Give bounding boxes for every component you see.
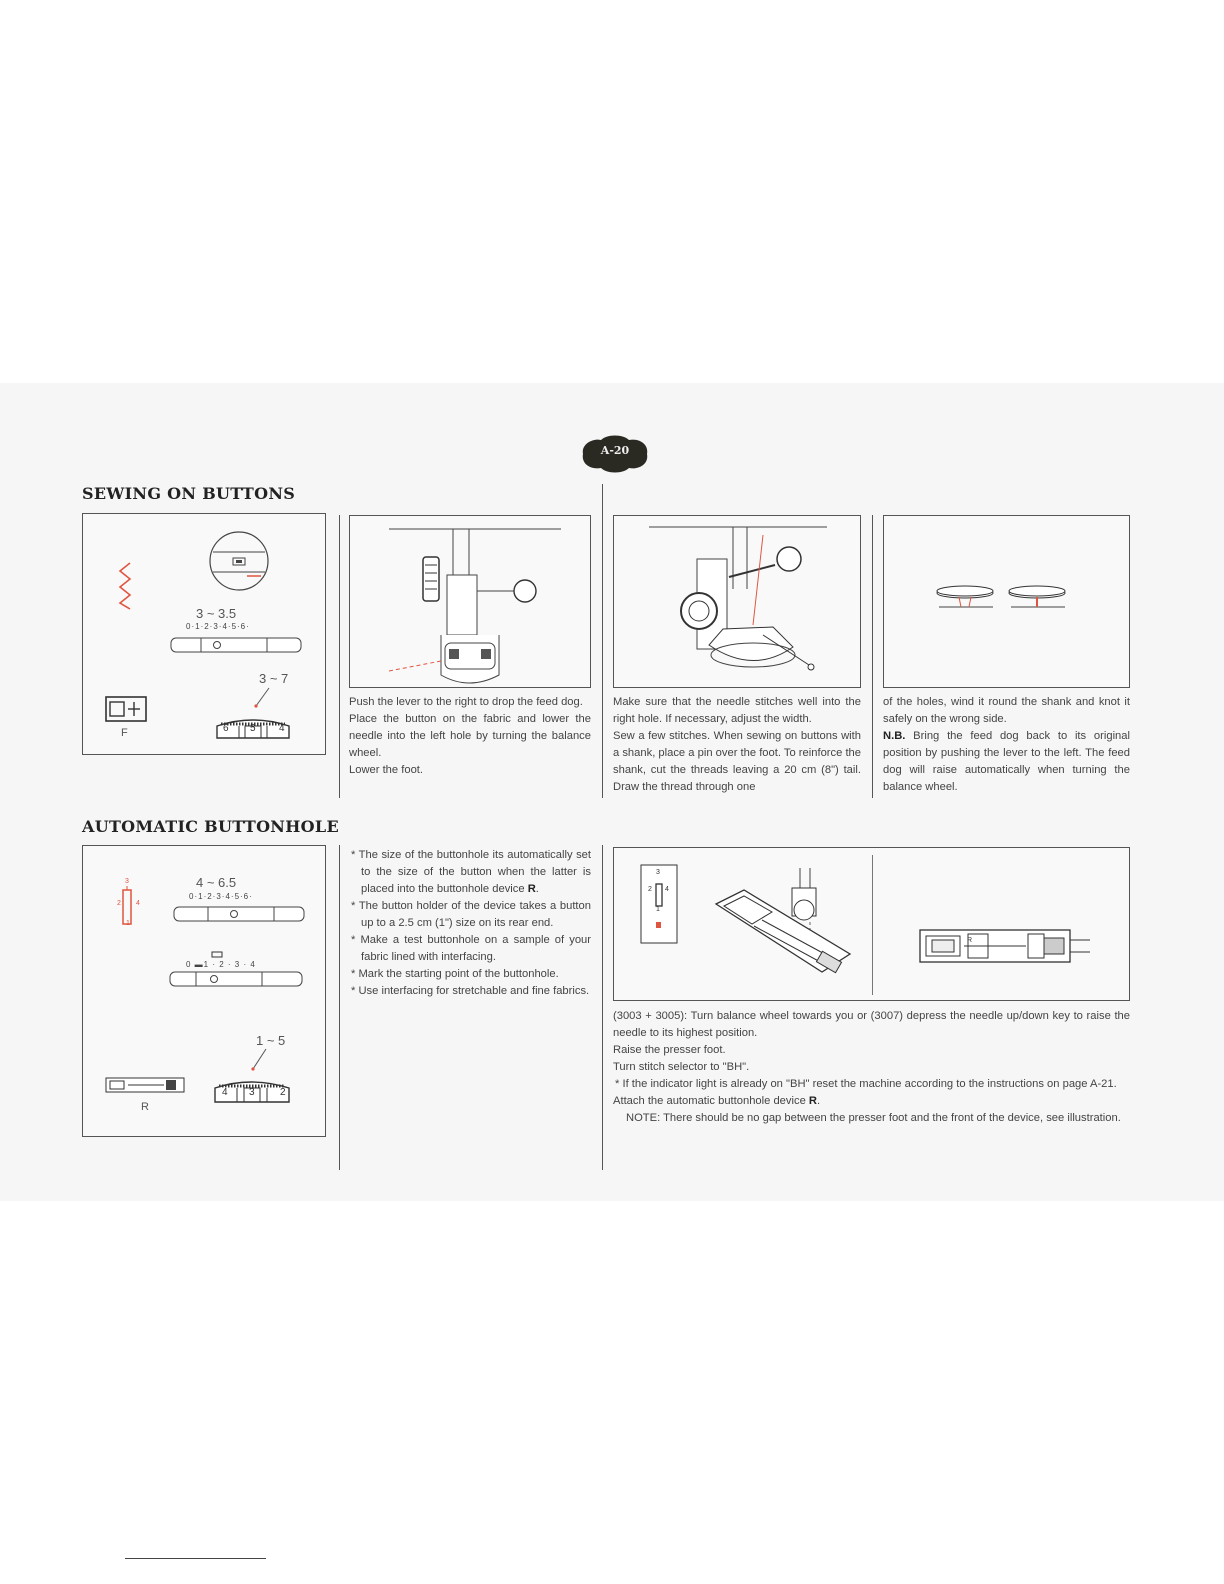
buttonhole-width-slider-icon — [174, 905, 306, 923]
bullet-item: * Make a test buttonhole on a sample of your fabric lined with interfacing. — [351, 934, 591, 963]
buttonhole-second-scale: 0 ▬1 · 2 · 3 · 4 — [186, 960, 256, 969]
instructions-col2 — [613, 694, 861, 796]
needle-over-button-illustration — [613, 515, 861, 688]
column-divider — [339, 515, 340, 798]
figure-number: 1 — [656, 906, 660, 913]
figure-divider — [872, 855, 873, 995]
stitch-number: 4 — [136, 900, 140, 907]
stitch-width-range: 3 ~ 3.5 — [196, 606, 237, 621]
figure-number: 3 — [656, 869, 660, 876]
figure-number: 2 — [648, 886, 652, 893]
figure-number: 4 — [665, 886, 669, 893]
attach-end: . — [817, 1095, 821, 1107]
stitch-width-scale: 0·1·2·3·4·5·6· — [186, 622, 250, 631]
presser-foot-with-button-illustration — [349, 515, 591, 688]
dial-digit: 3 — [249, 1087, 255, 1098]
nb-label: N.B. — [883, 730, 906, 742]
bullet-item — [349, 847, 591, 898]
stitch-width-slider-icon — [171, 636, 303, 654]
zigzag-stitch-icon — [118, 563, 132, 609]
buttonhole-width-scale: 0·1·2·3·4·5·6· — [189, 892, 253, 901]
buttonhole-device-r-illustration — [918, 922, 1094, 972]
bullet-item: * The button holder of the device takes a button up to a 2.5 cm (1") size on its rear end. — [351, 900, 591, 929]
pointer-line — [252, 686, 272, 710]
bullet-end: . — [535, 883, 539, 895]
bullet-text: * The size of the buttonhole its automatically set to the size of the button when the latter is placed into the buttonhole device — [351, 849, 591, 895]
column-divider — [602, 484, 603, 798]
dial-digit: 6 — [223, 723, 229, 734]
text-line: Make sure that the needle stitches well into the right hole. If necessary, adjust the width. — [613, 696, 861, 725]
foot-letter-r: R — [141, 1101, 149, 1113]
bullet-bold: R — [527, 883, 536, 895]
text-line: Sew a few stitches. When sewing on buttons with a shank, place a pin over the foot. To reinforce the shank, cut the threads leaving a 20 cm (8") tail. Draw the thread through one — [613, 730, 861, 793]
nb-paragraph — [883, 728, 1130, 796]
note-text: NOTE: There should be no gap between the presser foot and the front of the device, see illustration. — [626, 1112, 1121, 1124]
column-divider — [872, 515, 873, 798]
presser-foot-f-icon — [104, 695, 152, 725]
section-title-buttonhole: AUTOMATIC BUTTONHOLE — [82, 817, 339, 836]
text-line: Place the button on the fabric and lower the needle into the left hole by turning the balance wheel. — [349, 713, 591, 759]
buttonhole-width-range: 4 ~ 6.5 — [196, 875, 237, 890]
text-line: Turn stitch selector to "BH". — [613, 1061, 750, 1073]
button-shank-illustration — [883, 515, 1130, 688]
dial-digit: 4 — [222, 1087, 228, 1098]
instructions-col1 — [349, 694, 591, 779]
column-divider — [339, 845, 340, 1170]
text-line: Lower the foot. — [349, 764, 424, 776]
buttonhole-selector-icon — [640, 864, 680, 944]
nb-text: Bring the feed dog back to its original position by pushing the lever to the left. The feed dog will raise automatically when turning the balance wheel. — [883, 730, 1130, 793]
text-line: Raise the presser foot. — [613, 1044, 726, 1056]
device-letter-r: R — [967, 937, 973, 944]
text-line: * If the indicator light is already on "BH" reset the machine according to the instructions on page A-21. — [615, 1078, 1117, 1090]
buttonhole-foot-attach-illustration — [714, 868, 854, 980]
attach-text: Attach the automatic buttonhole device — [613, 1095, 809, 1107]
dial-digit: 5 — [250, 723, 256, 734]
buttonhole-instructions — [613, 1008, 1130, 1127]
page-number: A-20 — [600, 444, 630, 457]
stitch-number: 3 — [125, 878, 129, 885]
buttonhole-length-range: 1 ~ 5 — [256, 1033, 286, 1048]
column-divider — [602, 845, 603, 1170]
text-line: (3003 + 3005): Turn balance wheel towards you or (3007) depress the needle up/down key to raise the needle to its highest position. — [613, 1010, 1130, 1039]
buttonhole-second-slider-icon — [170, 970, 304, 988]
dial-digit: 2 — [280, 1087, 286, 1098]
instructions-col3 — [883, 694, 1130, 796]
buttonhole-foot-r-icon — [104, 1074, 188, 1096]
bullet-item: * Use interfacing for stretchable and fine fabrics. — [351, 985, 590, 997]
needle-position-magnifier-icon — [207, 530, 271, 592]
text-line: Push the lever to the right to drop the feed dog. — [349, 696, 583, 708]
text-line — [613, 1093, 1130, 1110]
text-line: of the holes, wind it round the shank and knot it safely on the wrong side. — [883, 696, 1130, 725]
dial-digit: 4 — [279, 723, 285, 734]
stitch-length-range: 3 ~ 7 — [259, 671, 289, 686]
attach-bold: R — [808, 1095, 818, 1107]
marker-icon — [212, 951, 224, 958]
bullet-item: * Mark the starting point of the buttonhole. — [351, 968, 559, 980]
buttonhole-notes — [349, 847, 591, 1000]
stitch-number: 1 — [126, 920, 130, 927]
stitch-number: 2 — [117, 900, 121, 907]
section-title-sewing-buttons: SEWING ON BUTTONS — [82, 484, 296, 503]
footnote-rule — [125, 1558, 266, 1559]
foot-letter-f: F — [121, 727, 128, 739]
